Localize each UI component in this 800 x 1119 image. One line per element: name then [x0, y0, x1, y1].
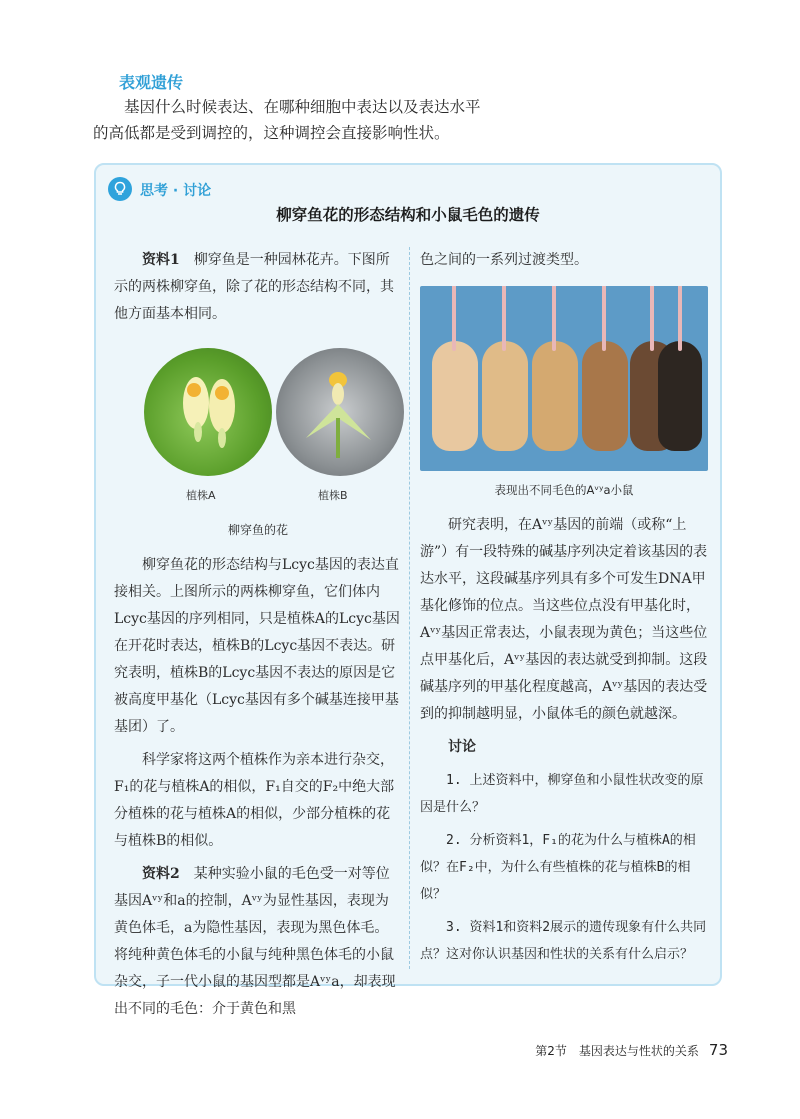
page-footer [535, 1041, 728, 1059]
section-title: 表观遗传 [119, 73, 184, 92]
material-1-label: 资料1 [142, 252, 180, 268]
material-1-paragraph [114, 247, 402, 328]
discussion-heading: 讨论 [448, 739, 476, 755]
mouse-dark [658, 341, 702, 451]
material-2-text: 某种实验小鼠的毛色受一对等位基因Aᵛʸ和a的控制，Aᵛʸ为显性基因，表现为黄色体毛，a为隐性基因，表现为黑色体毛。将纯种黄色体毛的小鼠与纯种黑色体毛的小鼠杂交，子一代小鼠的基因型都是Aᵛʸa，却表现出不同的毛色：介于黄色和黑 [114, 866, 396, 1017]
page-number: 73 [708, 1041, 728, 1059]
material-2-label: 资料2 [142, 866, 180, 882]
cross-paragraph: 科学家将这两个植株作为亲本进行杂交，F₁的花与植株A的相似，F₁自交的F₂中绝大部分植株的花与植株A的相似，少部分植株的花与植株B的相似。 [114, 752, 395, 849]
material-1-text: 柳穿鱼是一种园林花卉。下图所示的两株柳穿鱼，除了花的形态结构不同，其他方面基本相同。 [114, 252, 394, 322]
mice-photo-caption: 表现出不同毛色的Aᵛʸa小鼠 [494, 483, 634, 497]
intro-line-1: 基因什么时候表达、在哪种细胞中表达以及表达水平 [124, 98, 481, 116]
plant-b-flower-image [276, 348, 404, 476]
mouse-tan [532, 341, 578, 451]
think-discuss-box [94, 163, 722, 1017]
question-2: 2. 分析资料1，F₁的花为什么与植株A的相似？在F₂中，为什么有些植株的花与植株B的相似？ [420, 833, 696, 902]
mouse-mottled [582, 341, 628, 451]
mice-photo [420, 286, 708, 471]
think-discuss-label: 思考 · 讨论 [140, 183, 212, 199]
question-3: 3. 资料1和资料2展示的遗传现象有什么共同点？这对你认识基因和性状的关系有什么启示？ [420, 920, 707, 962]
plant-b-caption: 植株B [318, 489, 348, 502]
right-column [420, 247, 708, 974]
column-divider [409, 247, 410, 969]
footer-section: 第2节 基因表达与性状的关系 [535, 1044, 699, 1058]
plant-a-caption: 植株A [186, 489, 216, 502]
lcyc-paragraph: 柳穿鱼花的形态结构与Lcyc基因的表达直接相关。上图所示的两株柳穿鱼，它们体内Lcyc基因的序列相同，只是植株A的Lcyc基因在开花时表达，植株B的Lcyc基因不表达。研究表明，植株B的Lcyc基因不表达的原因是它被高度甲基化（Lcyc基因有多个碱基连接甲基基团）了。 [114, 557, 400, 735]
intro-line-2: 的高低都是受到调控的，这种调控会直接影响性状。 [93, 124, 450, 142]
plant-a-flower-image [144, 348, 272, 476]
box-title: 柳穿鱼花的形态结构和小鼠毛色的遗传 [276, 206, 540, 224]
mouse-light-yellow [482, 341, 528, 451]
left-column [114, 247, 402, 1029]
methylation-paragraph: 研究表明，在Aᵛʸ基因的前端（或称“上游”）有一段特殊的碱基序列决定着该基因的表达水平，这段碱基序列具有多个可发生DNA甲基化修饰的位点。当这些位点没有甲基化时，Aᵛʸ基因正常表达，小鼠表现为黄色；当这些位点甲基化后，Aᵛʸ基因的表达就受到抑制。这段碱基序列的甲基化程度越高，Aᵛʸ基因的表达受到的抑制越明显，小鼠体毛的颜色就越深。 [420, 517, 708, 722]
material-2-paragraph [114, 861, 402, 1023]
flower-figure [114, 338, 402, 513]
flower-figure-caption: 柳穿鱼的花 [227, 523, 288, 537]
mouse-yellow [432, 341, 478, 451]
question-1: 1. 上述资料中，柳穿鱼和小鼠性状改变的原因是什么？ [420, 773, 704, 815]
intro-paragraph [93, 94, 713, 146]
lightbulb-icon [108, 177, 132, 201]
material-2-continued: 色之间的一系列过渡类型。 [420, 252, 588, 268]
